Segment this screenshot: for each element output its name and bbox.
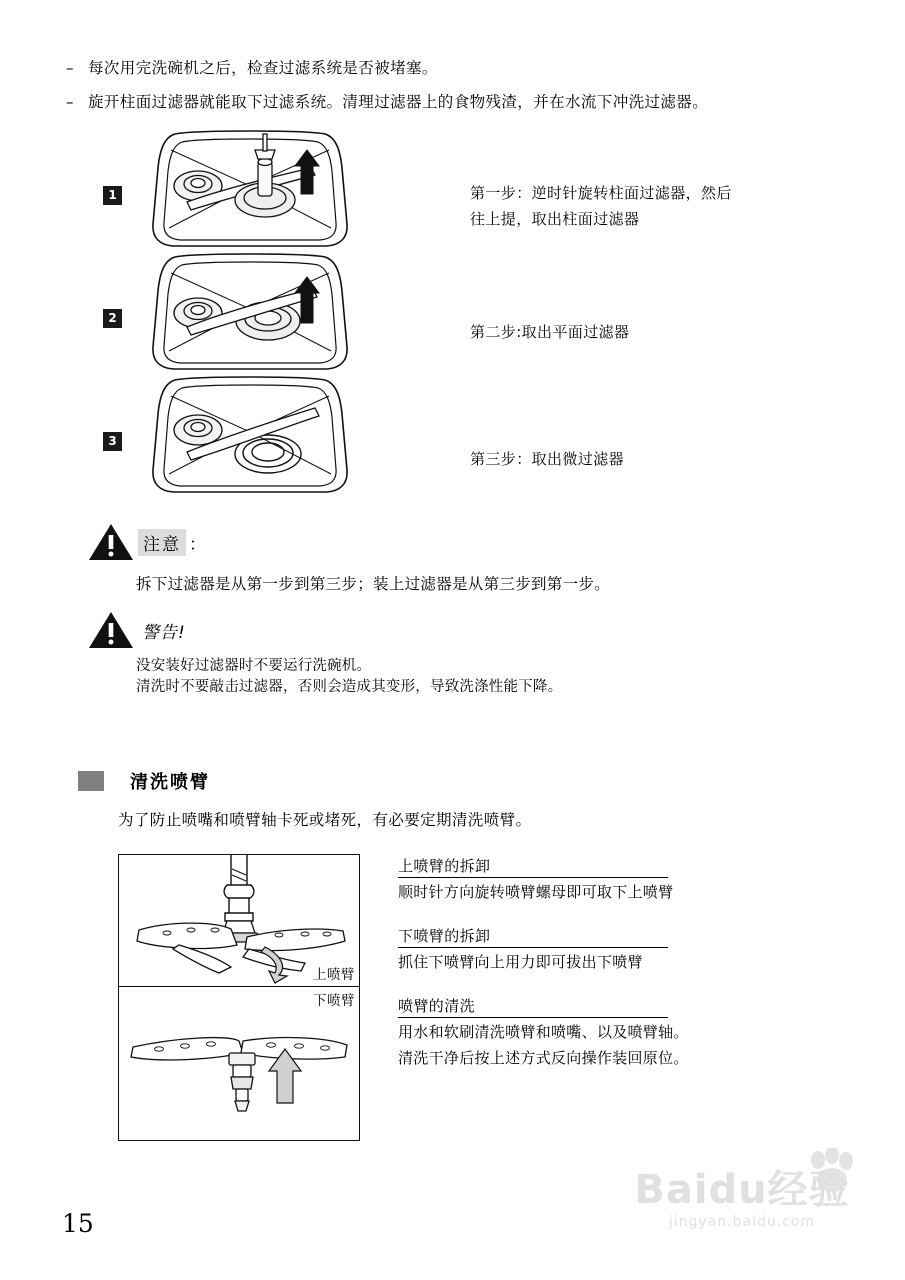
instruction-title: 喷臂的清洗 <box>398 995 668 1018</box>
instruction-group <box>398 855 798 904</box>
step-caption <box>470 319 629 345</box>
notice-header <box>88 522 848 562</box>
warning-body-line: 没安装好过滤器时不要运行洗碗机。 <box>136 658 372 674</box>
bullet-marker: – <box>66 59 74 77</box>
step-caption-line: 第一步：逆时针旋转柱面过滤器，然后 <box>470 184 732 202</box>
dishwasher-sump-diagram-step2 <box>135 251 365 374</box>
page-number: 15 <box>62 1209 94 1238</box>
filter-removal-steps <box>100 128 860 497</box>
warning-body <box>136 656 848 698</box>
instruction-line: 用水和软刷清洗喷臂和喷嘴、以及喷臂轴。 <box>398 1023 689 1041</box>
bullet-text: 每次用完洗碗机之后，检查过滤系统是否被堵塞。 <box>88 59 438 77</box>
section-bullet-icon <box>78 771 104 791</box>
watermark-sub-text: jingyan.baidu.com <box>668 1214 816 1230</box>
section-title: 清洗喷臂 <box>130 772 210 793</box>
lower-spray-arm-label: 下喷臂 <box>313 989 355 1009</box>
step-number-badge: 2 <box>103 309 122 328</box>
step-caption <box>470 180 732 232</box>
spray-arm-instructions <box>398 855 798 1091</box>
warning-label: 警告! <box>142 622 186 643</box>
warning-block <box>88 610 848 698</box>
instruction-title: 下喷臂的拆卸 <box>398 925 668 948</box>
list-item <box>66 91 856 113</box>
step-number-badge: 3 <box>103 432 122 451</box>
dishwasher-sump-diagram-step1 <box>135 128 365 251</box>
warning-body-line: 清洗时不要敲击过滤器，否则会造成其变形，导致洗涤性能下降。 <box>136 679 563 695</box>
spray-arm-figure-panel <box>118 854 360 1141</box>
section-intro: 为了防止喷嘴和喷臂轴卡死或堵死，有必要定期清洗喷臂。 <box>118 811 532 829</box>
step-row <box>100 128 860 251</box>
upper-spray-arm-label: 上喷臂 <box>313 963 355 983</box>
notice-label: 注意 <box>138 529 186 556</box>
lower-spray-arm-figure <box>119 987 359 1139</box>
bullet-marker: – <box>66 93 74 111</box>
instruction-line: 清洗干净后按上述方式反向操作装回原位。 <box>398 1049 689 1067</box>
warning-triangle-icon <box>88 610 134 650</box>
warning-triangle-icon <box>88 522 134 562</box>
warning-header <box>88 610 848 650</box>
bullet-list <box>66 57 856 125</box>
step-row <box>100 251 860 374</box>
notice-body: 拆下过滤器是从第一步到第三步；装上过滤器是从第三步到第一步。 <box>136 575 611 593</box>
notice-colon: ： <box>189 534 206 555</box>
instruction-line: 顺时针方向旋转喷臂螺母即可取下上喷臂 <box>398 883 674 901</box>
step-number-badge: 1 <box>103 186 122 205</box>
dishwasher-sump-diagram-step3 <box>135 374 365 497</box>
step-caption-line: 第二步:取出平面过滤器 <box>470 323 630 341</box>
watermark <box>617 1168 867 1230</box>
list-item <box>66 57 856 79</box>
instruction-line: 抓住下喷臂向上用力即可拔出下喷臂 <box>398 953 643 971</box>
step-caption <box>470 446 624 472</box>
instruction-title: 上喷臂的拆卸 <box>398 855 668 878</box>
step-row <box>100 374 860 497</box>
watermark-main-text: Baidu经验 <box>634 1167 850 1213</box>
bullet-text: 旋开柱面过滤器就能取下过滤系统。清理过滤器上的食物残渣，并在水流下冲洗过滤器。 <box>88 93 709 111</box>
paw-icon <box>805 1148 859 1194</box>
instruction-group <box>398 995 798 1070</box>
instruction-group <box>398 925 798 974</box>
lower-spray-arm-diagram <box>119 987 359 1139</box>
step-caption-line: 往上提，取出柱面过滤器 <box>470 210 640 228</box>
notice-block <box>88 522 848 596</box>
step-caption-line: 第三步：取出微过滤器 <box>470 450 625 468</box>
upper-spray-arm-figure <box>119 855 359 987</box>
section-heading <box>78 768 210 794</box>
